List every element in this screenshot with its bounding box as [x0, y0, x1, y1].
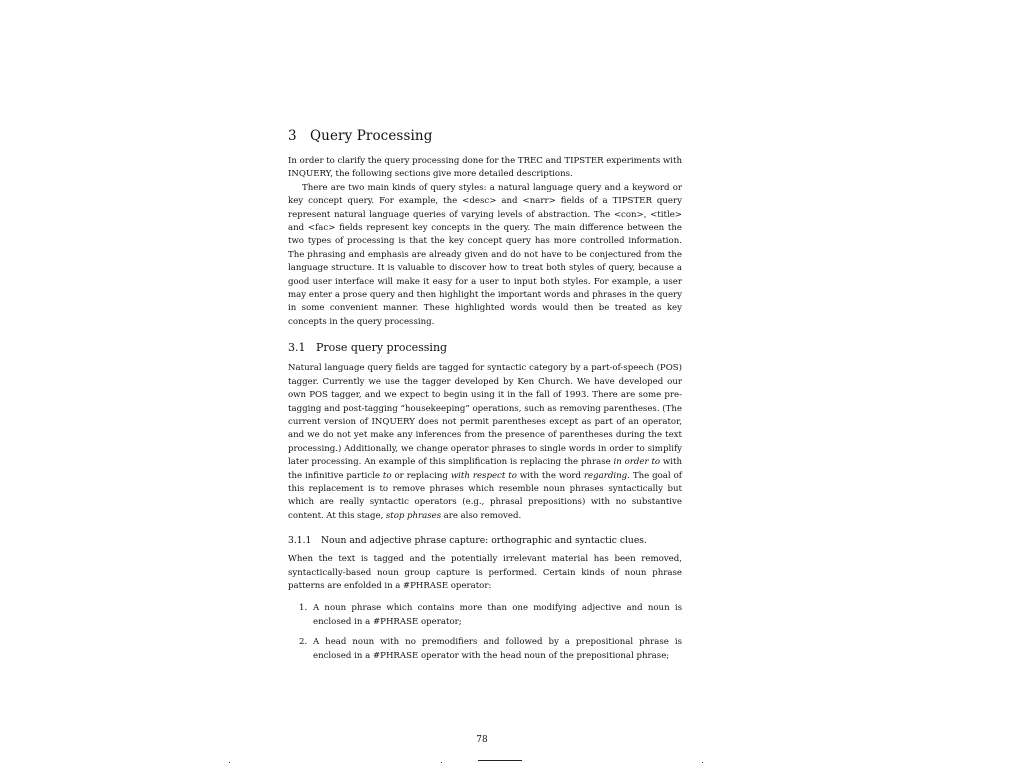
list-item-text: A noun phrase which contains more than one modifying adjective and noun is enclosed in a #PHRASE operator; [313, 603, 682, 627]
subsubsection-number: 3.1.1 [288, 535, 312, 547]
emphasis-text: stop phrases [385, 510, 442, 521]
text-run: with the infinitive particle [288, 457, 683, 481]
subsubsection-heading [288, 535, 682, 546]
subsection-paragraph-1 [288, 362, 682, 523]
section-paragraph-1: In order to clarify the query processing done for the TREC and TIPSTER experiments with INQUERY, the following sections give more detailed descriptions. [288, 156, 682, 180]
emphasis-text: in order to [613, 457, 661, 468]
section-title: Query Processing [310, 128, 433, 144]
text-run: . The goal of this replacement is to remove phrases which resemble noun phrases syntactically but which are really syntactic operators (e.g., phrasal prepositions) with no substantive content. At this stage, [288, 470, 682, 521]
text-run: or replacing [391, 470, 451, 481]
subsection-title: Prose query processing [316, 341, 448, 355]
text-run: are also removed. [441, 510, 522, 521]
section-paragraph-2: There are two main kinds of query styles: a natural language query and a keyword or key concept query. For example, the <desc> and <narr> fields of a TIPSTER query represent natural language queries of varying levels of abstraction. The <con>, <title> and <fac> fields represent key concepts in the query. The main difference between the two types of processing is that the key concept query has more controlled information. The phrasing and emphasis are already given and do not have to be conjectured from the language structure. It is valuable to discover how to treat both styles of query, because a good user interface will make it easy for a user to input both styles. For example, a user may enter a prose query and then highlight the important words and phrases in the query in some convenient manner. These highlighted words would then be treated as key concepts in the query processing. [288, 182, 682, 327]
list-item [288, 602, 682, 629]
subsection-heading [288, 341, 682, 354]
subsubsection-paragraph-1: When the text is tagged and the potentially irrelevant material has been removed, syntactically-based noun group capture is performed. Certain kinds of noun phrase patterns are enfolded in a #PHRASE operator: [288, 554, 682, 591]
page-number: 78 [476, 735, 488, 745]
text-run: Natural language query fields are tagged for syntactic category by a part-of-speech (POS) tagger. Currently we use the tagger developed by Ken Church. We have developed our own POS tagger, and we expect to begin using it in the fall of 1993. There are some pre-tagging and post-tagging “housekeeping” operations, such as removing parentheses. (The current version of INQUERY does not permit parentheses except as part of an operator, and we do not yet make any inferences from the presence of parentheses during the text processing.) Additionally, we change operator phrases to single words in order to simplify later processing. An example of this simplification is replacing the phrase [288, 363, 682, 468]
text-column [288, 128, 682, 670]
section-heading [288, 128, 682, 144]
text-run: with the word [516, 470, 584, 481]
enumerated-list [288, 602, 682, 663]
list-item-number: 1. [299, 603, 308, 614]
subsection-number: 3.1 [288, 341, 306, 355]
section-number: 3 [288, 128, 297, 144]
footer-rule [478, 760, 522, 761]
list-item-text: A head noun with no premodifiers and followed by a prepositional phrase is enclosed in a #PHRASE operator with the head noun of the prepositional phrase; [313, 637, 682, 661]
scan-speck [441, 762, 442, 763]
emphasis-text: with respect to [450, 470, 517, 481]
emphasis-text: to [382, 470, 392, 481]
list-item [288, 636, 682, 663]
scan-speck [229, 762, 230, 763]
emphasis-text: regarding [583, 470, 628, 481]
scan-speck [702, 762, 703, 763]
list-item-number: 2. [299, 637, 308, 648]
subsubsection-title: Noun and adjective phrase capture: orthographic and syntactic clues. [321, 535, 647, 547]
